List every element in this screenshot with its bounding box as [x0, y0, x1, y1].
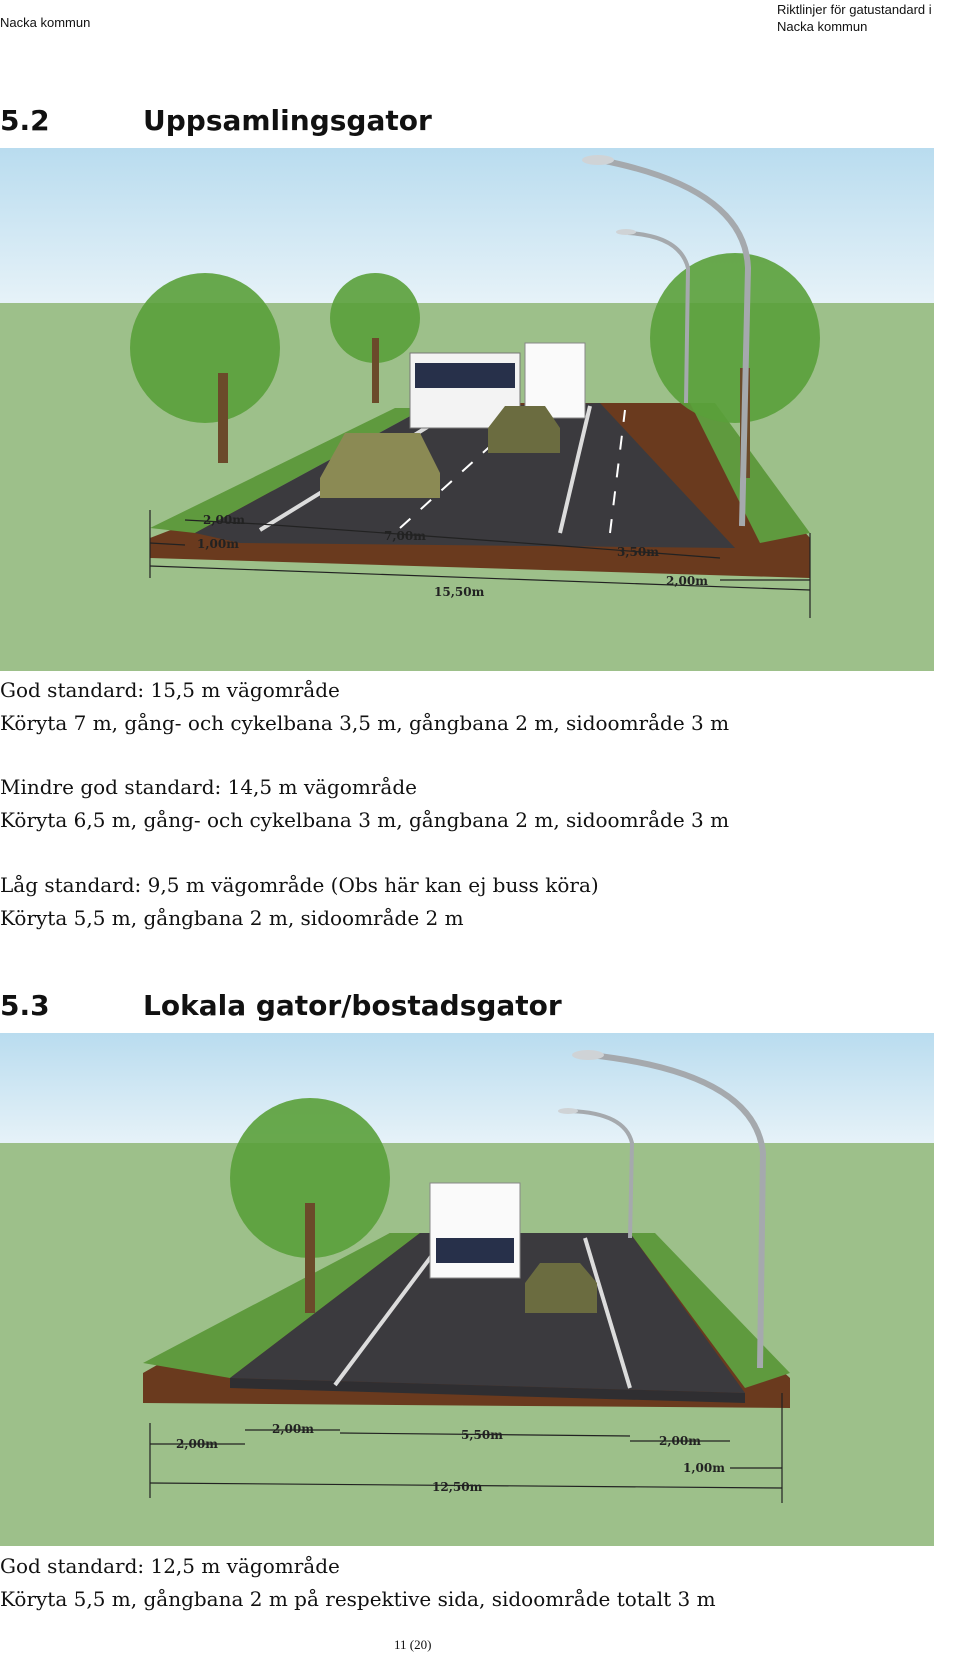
- dimension-label: 5,50m: [461, 1428, 503, 1442]
- text-line: God standard: 15,5 m vägområde: [0, 678, 340, 702]
- dimension-label: 2,00m: [659, 1434, 701, 1448]
- section-number: 5.2: [0, 104, 50, 137]
- car-dark: [525, 1263, 597, 1313]
- header-organization: Nacka kommun: [0, 15, 91, 30]
- dimension-label: 2,00m: [203, 513, 245, 527]
- sky: [0, 1033, 934, 1143]
- tree-left: [130, 273, 280, 423]
- page-number: 11 (20): [394, 1637, 432, 1652]
- street-illustration-local-road: [0, 1033, 934, 1546]
- paragraph-good-standard: [0, 674, 729, 740]
- section-number: 5.3: [0, 989, 50, 1022]
- section-title: Lokala gator/bostadsgator: [143, 989, 562, 1022]
- dimension-label: 7,00m: [384, 529, 426, 543]
- text-line: Mindre god standard: 14,5 m vägområde: [0, 775, 417, 799]
- paragraph-low-standard: [0, 869, 599, 935]
- dimension-label: 2,00m: [176, 1437, 218, 1451]
- text-line: Köryta 5,5 m, gångbana 2 m på respektive sida, sidoområde totalt 3 m: [0, 1587, 716, 1611]
- section-title: Uppsamlingsgator: [143, 104, 432, 137]
- dimension-label: 2,00m: [272, 1422, 314, 1436]
- text-line: Låg standard: 9,5 m vägområde (Obs här kan ej buss köra): [0, 873, 599, 897]
- bus-windshield: [415, 363, 515, 388]
- dimension-label: 1,00m: [683, 1461, 725, 1475]
- dimension-label: 2,00m: [666, 574, 708, 588]
- dimension-label: 1,00m: [197, 537, 239, 551]
- tree-right: [650, 253, 820, 423]
- header-document-title: Riktlinjer för gatustandard i Nacka kommun: [777, 2, 932, 34]
- street-illustration-collector-road: [0, 148, 934, 671]
- dimension-label: 15,50m: [434, 585, 485, 599]
- truck: [430, 1183, 520, 1278]
- text-line: Köryta 7 m, gång- och cykelbana 3,5 m, gångbana 2 m, sidoområde 3 m: [0, 711, 730, 735]
- paragraph-local-good-standard: [0, 1550, 716, 1616]
- text-line: Köryta 5,5 m, gångbana 2 m, sidoområde 2 m: [0, 906, 464, 930]
- dimension-label: 12,50m: [432, 1480, 483, 1494]
- paragraph-less-good-standard: [0, 771, 729, 837]
- text-line: Köryta 6,5 m, gång- och cykelbana 3 m, gångbana 2 m, sidoområde 3 m: [0, 808, 730, 832]
- text-line: God standard: 12,5 m vägområde: [0, 1554, 340, 1578]
- dimension-label: 3,50m: [617, 545, 659, 559]
